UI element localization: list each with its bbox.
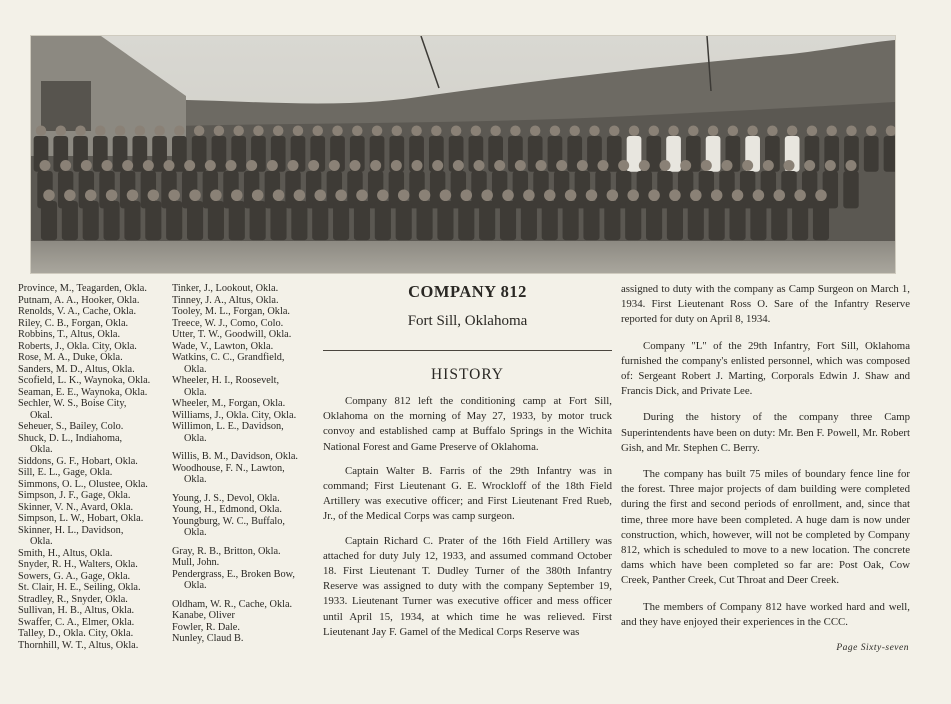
company-title: COMPANY 812 xyxy=(408,282,527,301)
roster-entry: Sullivan, H. B., Altus, Okla. xyxy=(18,605,135,616)
roster-entry: Okla. xyxy=(184,363,207,375)
roster-entry: Willis, B. M., Davidson, Okla. xyxy=(172,451,299,462)
roster-entry: Skinner, H. L., Davidson, xyxy=(18,524,124,536)
history-paragraph: Company 812 left the conditioning camp at Fort Sill, Oklahoma on the morning of May 27, 1933, by motor truck convoy and established camp at Buffalo Springs in the Wichita National Forest and Game Preserve of Oklahoma. xyxy=(323,395,612,453)
roster-entry: Riley, C. B., Forgan, Okla. xyxy=(18,317,129,329)
roster-entry: Stradley, R., Snyder, Okla. xyxy=(18,593,128,605)
roster-entry: Province, M., Teagarden, Okla. xyxy=(18,283,147,294)
roster-entry: Tooley, M. L., Forgan, Okla. xyxy=(172,306,290,317)
roster-entry: Sanders, M. D., Altus, Okla. xyxy=(18,363,135,375)
roster-entry: Okla. xyxy=(184,474,207,485)
history-column-left xyxy=(323,280,612,640)
history-heading: HISTORY xyxy=(430,366,505,383)
roster-entry: Wade, V., Lawton, Okla. xyxy=(172,340,274,352)
roster-entry: Tinker, J., Lookout, Okla. xyxy=(172,283,279,294)
roster-entry: Gray, R. B., Britton, Okla. xyxy=(172,545,281,557)
roster-entry: Youngburg, W. C., Buffalo, xyxy=(172,515,286,527)
company-location: Fort Sill, Oklahoma xyxy=(407,313,528,329)
page-number: Page Sixty-seven xyxy=(836,643,909,653)
roster-entry: Treece, W. J., Como, Colo. xyxy=(172,317,284,329)
roster-entry: Young, H., Edmond, Okla. xyxy=(172,504,282,515)
roster-entry: Oldham, W. R., Cache, Okla. xyxy=(172,598,293,610)
roster-entry: Thornhill, W. T., Altus, Okla. xyxy=(18,639,139,651)
roster-entry: Okal. xyxy=(30,409,53,421)
history-paragraph: During the history of the company three Camp Superintendents have been on duty: Mr. Ben F. Powell, Mr. Robert Gish, and Mr. Stephen C. Berry. xyxy=(621,411,910,454)
roster-entry: Fowler, R. Dale. xyxy=(172,621,240,633)
history-column-right xyxy=(621,282,910,630)
roster-entry: Scofield, L. K., Waynoka, Okla. xyxy=(18,375,151,386)
roster-entry: Simmons, O. L., Olustee, Okla. xyxy=(18,478,148,490)
roster-entry: Simpson, L. W., Hobart, Okla. xyxy=(18,513,144,524)
roster-entry: Siddons, G. F., Hobart, Okla. xyxy=(18,455,138,467)
roster-entry: Renolds, V. A., Cache, Okla. xyxy=(18,306,137,317)
roster-entry: Roberts, J., Okla. City, Okla. xyxy=(18,340,137,352)
roster-entry: Pendergrass, E., Broken Bow, xyxy=(172,568,295,580)
roster-entry: Utter, T. W., Goodwill, Okla. xyxy=(172,329,292,340)
roster-entry: Rose, M. A., Duke, Okla. xyxy=(18,352,123,363)
roster-entry: Williams, J., Okla. City, Okla. xyxy=(172,409,297,421)
history-paragraph: Company "L" of the 29th Infantry, Fort Sill, Oklahoma furnished the company's enlisted personnel, which was composed of: Sergeant Robert J. Marting, Corporals Edwin J. Shaw and Francis Dick, and Private Lee. xyxy=(621,339,910,398)
roster-entry: Putnam, A. A., Hooker, Okla. xyxy=(18,294,140,306)
roster-entry: Young, J. S., Devol, Okla. xyxy=(172,492,280,504)
roster-entry: Sechler, W. S., Boise City, xyxy=(18,398,127,409)
roster-column-2 xyxy=(172,283,320,645)
roster-entry: Nunley, Claud B. xyxy=(172,633,244,644)
roster-entry: Watkins, C. C., Grandfield, xyxy=(172,352,285,363)
history-paragraph: The company has built 75 miles of boundary fence line for the forest. Three major projects of dam building were completed during the first and second periods of enrollment, and, since that time, three more have been completed. A huge dam is now under construction, which, however, will not be completed by Company 812, which is scheduled to move to a new location. The concrete dams which have been completed so far are: Post Oak, Cow Creek, Panther Creek, Cut Throat and Deer Creek. xyxy=(621,468,910,587)
group-photo xyxy=(30,35,896,274)
roster-entry: Okla. xyxy=(30,536,53,547)
roster-entry: Smith, H., Altus, Okla. xyxy=(18,547,113,559)
roster-entry: Okla. xyxy=(184,527,207,538)
history-paragraph: The members of Company 812 have worked hard and well, and they have enjoyed their experiences in the CCC. xyxy=(621,600,910,628)
roster-entry: Wheeler, M., Forgan, Okla. xyxy=(172,398,286,409)
roster-entry: Simpson, J. F., Gage, Okla. xyxy=(18,490,131,501)
roster-entry: Wheeler, H. I., Roosevelt, xyxy=(172,375,280,386)
group-photo-image xyxy=(31,36,895,273)
roster-entry: Okla. xyxy=(30,444,53,455)
roster-entry: Okla. xyxy=(184,386,207,398)
history-paragraph: Captain Walter B. Farris of the 29th Infantry was in command; First Lieutenant G. E. Wrockloff of the 18th Field Artillery was executive officer; and First Lieutenant Fred Rueb, Jr., of the Medical Corps was camp surgeon. xyxy=(323,464,612,523)
roster-entry: Snyder, R. H., Walters, Okla. xyxy=(18,559,138,570)
roster-entry: Seaman, E. E., Waynoka, Okla. xyxy=(18,386,148,398)
roster-entry: Woodhouse, F. N., Lawton, xyxy=(172,462,285,474)
roster-entry: Robbins, T., Altus, Okla. xyxy=(18,329,121,340)
history-paragraph: assigned to duty with the company as Camp Surgeon on March 1, 1934. First Lieutenant Ross O. Sare of the Infantry Reserve reported for duty on April 8, 1934. xyxy=(621,283,910,326)
roster-entry: Willimon, L. E., Davidson, xyxy=(172,421,284,432)
roster-entry: Talley, D., Okla. City, Okla. xyxy=(18,628,134,639)
roster-entry: Okla. xyxy=(184,432,207,444)
roster-entry: St. Clair, H. E., Seiling, Okla. xyxy=(18,582,141,593)
roster-entry: Mull, John. xyxy=(172,557,220,568)
roster-entry: Sill, E. L., Gage, Okla. xyxy=(18,467,113,478)
roster-column-1 xyxy=(18,283,168,651)
roster-entry: Okla. xyxy=(184,580,207,591)
roster-entry: Skinner, V. N., Avard, Okla. xyxy=(18,501,134,513)
history-paragraph: Captain Richard C. Prater of the 16th Field Artillery was attached for duty July 12, 1933, and assumed command October 18. First Lieutenant T. Dudley Turner of the 380th Infantry Reserve was assigned to duty with the company September 19, 1933. Lieutenant Turner was executive officer and mess officer until April 15, 1934, at which time he was relieved. First Lieutenant Jay F. Gamel of the Medical Corps Reserve was xyxy=(323,534,612,638)
roster-entry: Sowers, G. A., Gage, Okla. xyxy=(18,570,131,582)
roster-entry: Shuck, D. L., Indiahoma, xyxy=(18,432,123,444)
section-divider xyxy=(323,350,612,351)
roster-entry: Swaffer, C. A., Elmer, Okla. xyxy=(18,616,135,628)
roster-entry: Kanabe, Oliver xyxy=(172,610,235,621)
roster-entry: Tinney, J. A., Altus, Okla. xyxy=(172,294,279,306)
roster-entry: Seheuer, S., Bailey, Colo. xyxy=(18,421,124,432)
